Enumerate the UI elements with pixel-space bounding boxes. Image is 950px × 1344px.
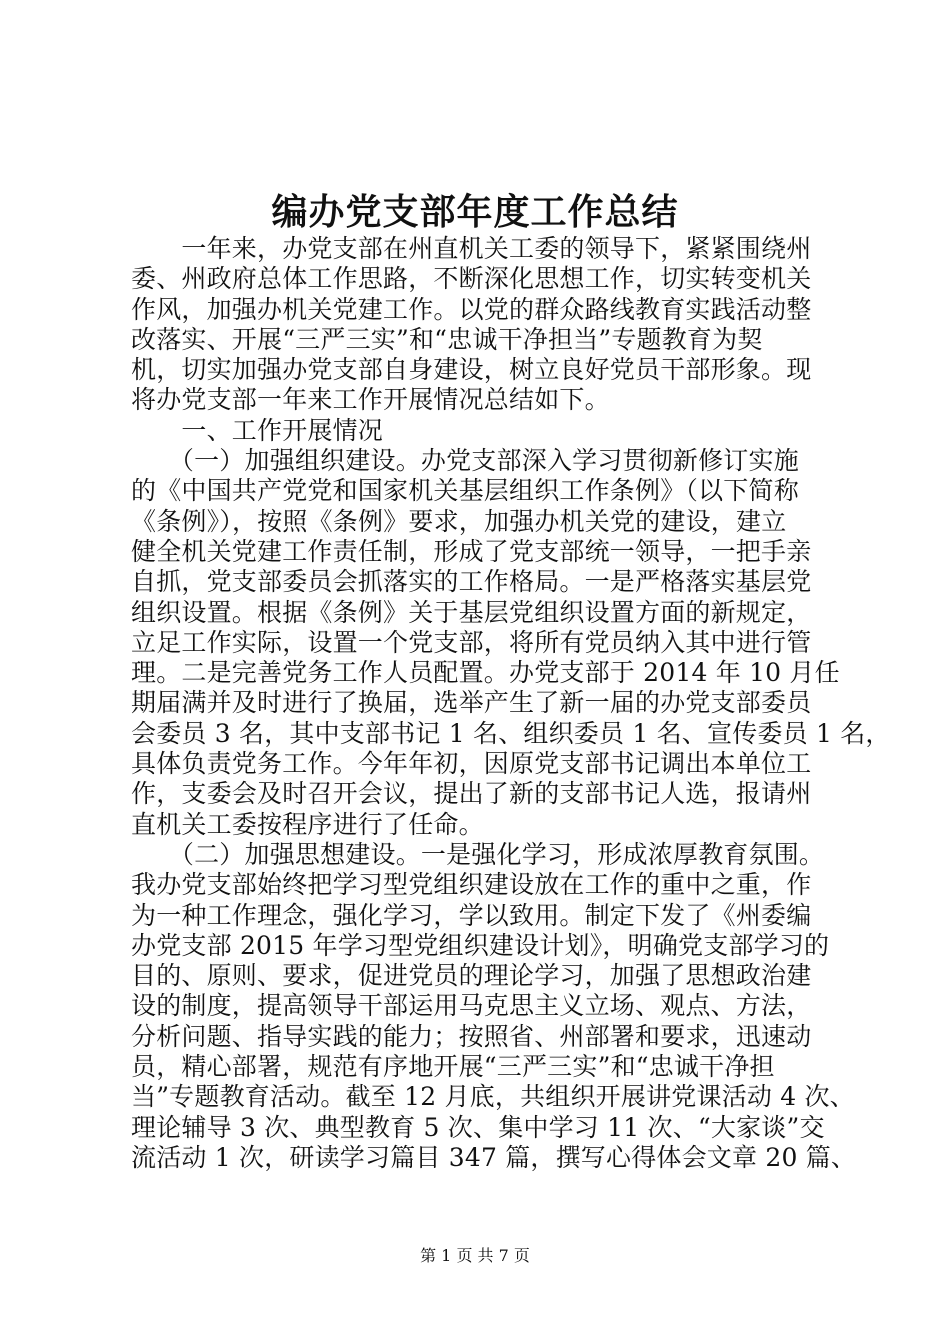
document-body: [131, 234, 891, 1173]
body-line: 分析问题、指导实践的能力；按照省、州部署和要求，迅速动: [131, 1021, 812, 1051]
body-line: 健全机关党建工作责任制，形成了党支部统一领导，一把手亲: [131, 536, 812, 566]
body-line: 一、工作开展情况: [131, 415, 384, 445]
body-line: 《条例》），按照《条例》要求，加强办机关党的建设，建立: [131, 506, 787, 536]
body-line: 的《中国共产党党和国家机关基层组织工作条例》（以下简称: [131, 476, 799, 506]
body-line: 机，切实加强办党支部自身建设，树立良好党员干部形象。现: [131, 355, 812, 385]
body-line: 办党支部 2015 年学习型党组织建设计划》，明确党支部学习的: [131, 930, 830, 960]
body-line: 将办党支部一年来工作开展情况总结如下。: [131, 385, 610, 415]
body-line: 设的制度，提高领导干部运用马克思主义立场、观点、方法，: [131, 991, 812, 1021]
body-line: 为一种工作理念，强化学习，学以致用。制定下发了《州委编: [131, 900, 812, 930]
body-line: （二）加强思想建设。一是强化学习，形成浓厚教育氛围。: [131, 839, 825, 869]
body-line: 组织设置。根据《条例》关于基层党组织设置方面的新规定，: [131, 597, 812, 627]
body-line: 理。二是完善党务工作人员配置。办党支部于 2014 年 10 月任: [131, 658, 840, 688]
body-line: 员，精心部署，规范有序地开展“三严三实”和“忠诚干净担: [131, 1052, 775, 1082]
body-line: 改落实、开展“三严三实”和“忠诚干净担当”专题教育为契: [131, 324, 763, 354]
body-line: 会委员 3 名，其中支部书记 1 名、组织委员 1 名、宣传委员 1 名，: [131, 718, 891, 748]
body-line: （一）加强组织建设。办党支部深入学习贯彻新修订实施: [131, 446, 799, 476]
document-title: 编办党支部年度工作总结: [271, 191, 679, 233]
body-line: 我办党支部始终把学习型党组织建设放在工作的重中之重，作: [131, 870, 812, 900]
body-line: 立足工作实际，设置一个党支部，将所有党员纳入其中进行管: [131, 627, 812, 657]
body-line: 期届满并及时进行了换届，选举产生了新一届的办党支部委员: [131, 688, 812, 718]
body-line: 直机关工委按程序进行了任命。: [131, 809, 484, 839]
body-line: 具体负责党务工作。今年年初，因原党支部书记调出本单位工: [131, 749, 812, 779]
body-line: 作风，加强办机关党建工作。以党的群众路线教育实践活动整: [131, 294, 812, 324]
body-line: 理论辅导 3 次、典型教育 5 次、集中学习 11 次、“大家谈”交: [131, 1112, 825, 1142]
page-footer: 第 1 页 共 7 页: [420, 1246, 530, 1265]
body-line: 作，支委会及时召开会议，提出了新的支部书记人选，报请州: [131, 779, 812, 809]
body-line: 委、州政府总体工作思路，不断深化思想工作，切实转变机关: [131, 264, 812, 294]
body-line: 当”专题教育活动。截至 12 月底，共组织开展讲党课活动 4 次、: [131, 1082, 855, 1112]
body-line: 自抓，党支部委员会抓落实的工作格局。一是严格落实基层党: [131, 567, 812, 597]
body-line: 一年来，办党支部在州直机关工委的领导下，紧紧围绕州: [131, 234, 812, 263]
body-line: 目的、原则、要求，促进党员的理论学习，加强了思想政治建: [131, 961, 812, 991]
body-line: 流活动 1 次，研读学习篇目 347 篇，撰写心得体会文章 20 篇、: [131, 1142, 857, 1172]
